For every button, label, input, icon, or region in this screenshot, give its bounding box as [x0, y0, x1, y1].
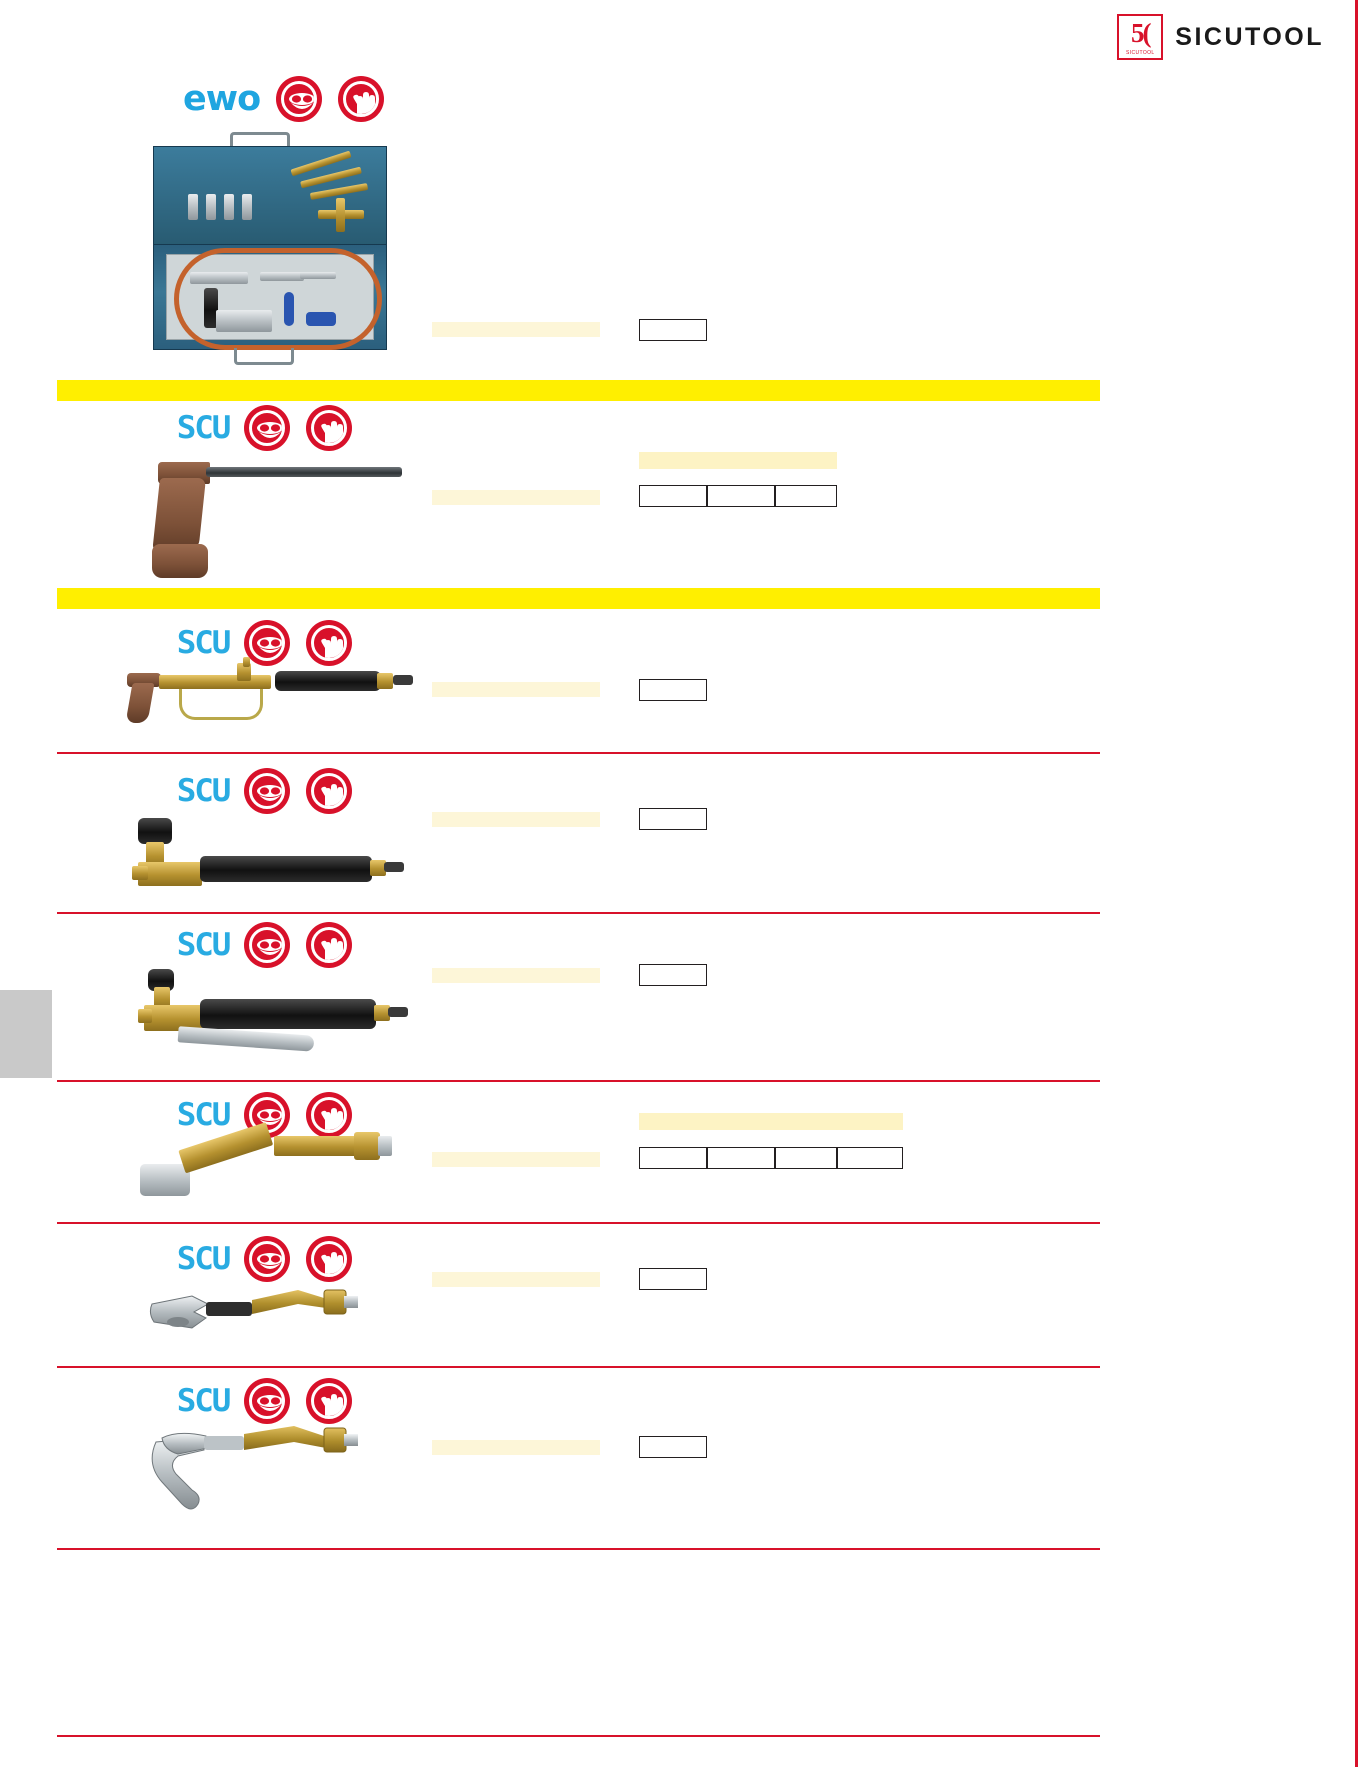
product-image-8 — [148, 1420, 398, 1530]
safety-goggles-icon — [244, 922, 290, 968]
brand-logo-scu: SCU — [176, 772, 230, 809]
brand-name: SICUTOOL — [1175, 22, 1324, 51]
brand-logo-row — [183, 76, 384, 122]
safety-gloves-icon — [306, 922, 352, 968]
sicutool-logo-glyph: 5( — [1131, 18, 1150, 48]
product-description-8 — [432, 1440, 600, 1455]
price-cell-1 — [639, 319, 707, 341]
sicutool-logo-caption: SICUTOOL — [1125, 50, 1155, 56]
brand-logo-row — [178, 1236, 352, 1282]
brand-logo-scu: SCU — [176, 624, 230, 661]
brand-logo-scu: SCU — [176, 409, 230, 446]
table-cell — [707, 485, 775, 507]
table-title-2 — [639, 452, 837, 469]
product-divider — [57, 1366, 1100, 1368]
brand-logo-row — [178, 768, 352, 814]
section-thumb-tab — [0, 990, 52, 1078]
product-description-5 — [432, 968, 600, 983]
product-image-2 — [150, 452, 410, 582]
product-divider — [57, 752, 1100, 754]
product-description-1 — [432, 322, 600, 337]
brand-logo-scu: SCU — [176, 1096, 230, 1133]
table-cell — [775, 485, 837, 507]
product-image-5 — [142, 965, 412, 1075]
brand-logo-scu: SCU — [176, 1240, 230, 1277]
table-title-6 — [639, 1113, 903, 1130]
product-image-3 — [125, 655, 415, 745]
brand-logo-scu: SCU — [176, 926, 230, 963]
price-cell-7 — [639, 1268, 707, 1290]
safety-gloves-icon — [306, 1378, 352, 1424]
table-cell — [775, 1147, 837, 1169]
table-cell — [639, 485, 707, 507]
price-cell-4 — [639, 808, 707, 830]
brand-logo-row — [178, 922, 352, 968]
safety-goggles-icon — [244, 405, 290, 451]
product-description-3 — [432, 682, 600, 697]
table-cell — [837, 1147, 903, 1169]
price-cell-8 — [639, 1436, 707, 1458]
safety-gloves-icon — [306, 1236, 352, 1282]
brand-logo-row — [178, 405, 352, 451]
table-cell — [707, 1147, 775, 1169]
section-divider-yellow — [57, 380, 1100, 401]
product-description-4 — [432, 812, 600, 827]
price-cell-5 — [639, 964, 707, 986]
page-right-rule — [1355, 0, 1358, 1767]
product-divider — [57, 912, 1100, 914]
product-image-1 — [150, 132, 390, 360]
safety-goggles-icon — [244, 1378, 290, 1424]
product-divider — [57, 1548, 1100, 1550]
brand-header — [1117, 14, 1324, 60]
table-cell — [639, 1147, 707, 1169]
safety-goggles-icon — [244, 768, 290, 814]
brand-logo-row — [178, 1378, 352, 1424]
brand-logo-ewo: ewo — [183, 78, 261, 119]
safety-gloves-icon — [306, 768, 352, 814]
section-divider-yellow — [57, 588, 1100, 609]
safety-gloves-icon — [338, 76, 384, 122]
product-description-2 — [432, 490, 600, 505]
safety-gloves-icon — [306, 405, 352, 451]
product-description-6 — [432, 1152, 600, 1167]
product-divider — [57, 1222, 1100, 1224]
product-divider — [57, 1080, 1100, 1082]
safety-goggles-icon — [244, 1236, 290, 1282]
product-image-7 — [148, 1278, 398, 1358]
product-image-6 — [138, 1130, 408, 1220]
brand-logo-scu: SCU — [176, 1382, 230, 1419]
product-image-4 — [138, 812, 408, 902]
safety-goggles-icon — [276, 76, 322, 122]
product-description-7 — [432, 1272, 600, 1287]
page-bottom-rule — [57, 1735, 1100, 1737]
sicutool-logo-icon — [1117, 14, 1163, 60]
price-cell-3 — [639, 679, 707, 701]
